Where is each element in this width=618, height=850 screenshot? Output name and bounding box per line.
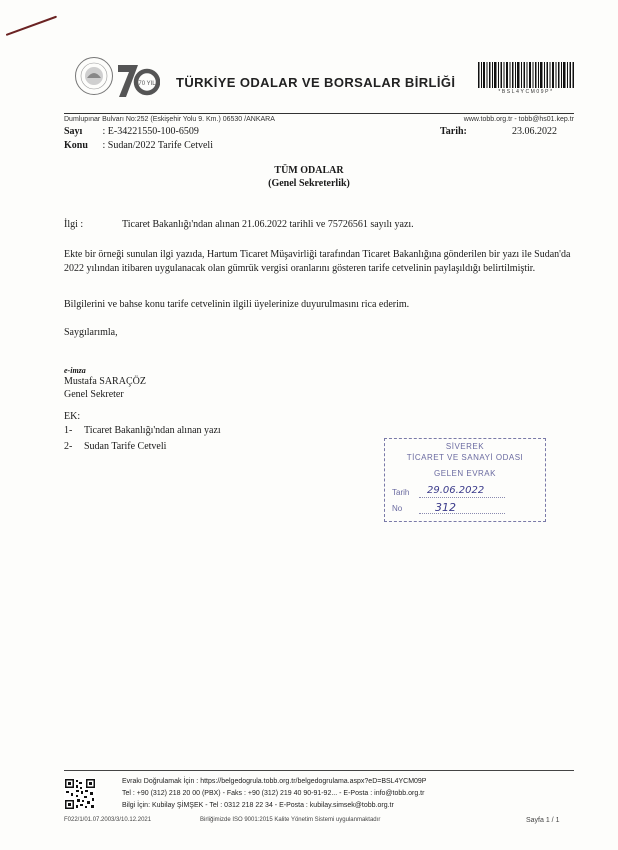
signer-name: Mustafa SARAÇÖZ bbox=[64, 376, 146, 387]
stamp-date-line bbox=[419, 497, 505, 498]
ilgi-label: İlgi : bbox=[64, 219, 84, 230]
header-divider bbox=[64, 113, 574, 114]
stamp-number-label: No bbox=[392, 504, 403, 513]
body-paragraph-2: Bilgilerini ve bahse konu tarife cetvelinin ilgili üyelerinize duyurulmasını rica ederim. bbox=[64, 299, 410, 310]
attachments-label: EK: bbox=[64, 411, 81, 422]
attachment-item bbox=[64, 441, 166, 452]
attachment-text: Ticaret Bakanlığı'ndan alınan yazı bbox=[84, 425, 221, 436]
e-imza-mark: e-imza bbox=[64, 366, 86, 375]
form-code: F022/1/01.07.2003/3/10.12.2021 bbox=[64, 817, 152, 823]
address: Dumlupınar Bulvarı No:252 (Eskişehir Yolu 9. Km.) 06530 /ANKARA bbox=[64, 116, 275, 123]
stamp-date-handwritten: 29.06.2022 bbox=[427, 485, 485, 496]
konu-value: : Sudan/2022 Tarife Cetveli bbox=[102, 140, 213, 151]
ilgi-text: Ticaret Bakanlığı'ndan alınan 21.06.2022 tarihli ve 75726561 sayılı yazı. bbox=[122, 219, 414, 230]
greeting: Saygılarımla, bbox=[64, 327, 118, 338]
iso-notice: Birliğimizde ISO 9001:2015 Kalite Yönetim Sistemi uygulanmaktadır bbox=[200, 817, 381, 823]
svg-text:70 YIL: 70 YIL bbox=[138, 81, 156, 87]
stamp-date-label: Tarih bbox=[392, 488, 410, 497]
sayi-row bbox=[64, 126, 199, 137]
contact-info: Tel : +90 (312) 218 20 00 (PBX) - Faks : +90 (312) 219 40 90-91-92... - E-Posta : info@tobb.org.tr bbox=[122, 790, 425, 797]
body-paragraph-1: Ekte bir örneği sunulan ilgi yazıda, Hartum Ticaret Müşavirliği tarafından Ticaret Bakanlığına gönderilen bir yazı ile Sudan'da 2022 yılından itibaren uygulanacak olan gümrük vergisi oranlarını gösteren tarife cetvelinin paylaşıldığı belirtilmiştir. bbox=[64, 249, 571, 274]
tarih-label: Tarih: bbox=[440, 126, 467, 137]
stamp-city: SİVEREK bbox=[445, 442, 485, 451]
stamp-number-handwritten: 312 bbox=[435, 501, 456, 514]
attachment-number: 2- bbox=[64, 441, 73, 452]
sayi-value: : E-34221550-100-6509 bbox=[102, 126, 199, 137]
sayi-label: Sayı bbox=[64, 126, 83, 137]
pen-mark bbox=[6, 16, 57, 36]
recipient-subline: (Genel Sekreterlik) bbox=[268, 178, 350, 189]
konu-label: Konu bbox=[64, 140, 88, 151]
70-year-logo bbox=[116, 62, 160, 100]
ilgi-row bbox=[64, 218, 574, 232]
footer-divider bbox=[64, 770, 574, 771]
responsible-contact: Bilgi İçin: Kubilay ŞİMŞEK - Tel : 0312 218 22 34 - E-Posta : kubilay.simsek@tobb.org.tr bbox=[122, 802, 394, 809]
stamp-chamber: TİCARET VE SANAYİ ODASI bbox=[406, 453, 524, 462]
barcode-text: *BSL4YCM09P* bbox=[498, 89, 554, 95]
stamp-number-line bbox=[419, 513, 505, 514]
verification-link: Evrakı Doğrulamak İçin : https://belgedogrula.tobb.org.tr/belgedogrulama.aspx?eD=BSL4YCM09P bbox=[122, 778, 427, 785]
stamp-title: GELEN EVRAK bbox=[434, 469, 496, 478]
document-barcode bbox=[478, 62, 574, 88]
signer-title: Genel Sekreter bbox=[64, 389, 124, 400]
qr-code bbox=[64, 778, 96, 810]
konu-row bbox=[64, 140, 213, 151]
web-kep-address: www.tobb.org.tr - tobb@hs01.kep.tr bbox=[463, 116, 574, 123]
attachment-text: Sudan Tarife Cetveli bbox=[84, 441, 167, 452]
attachment-number: 1- bbox=[64, 425, 73, 436]
incoming-document-stamp bbox=[384, 438, 546, 522]
attachment-item bbox=[64, 425, 221, 436]
tarih-value: 23.06.2022 bbox=[512, 126, 557, 137]
recipient-line: TÜM ODALAR bbox=[274, 165, 344, 176]
organization-title: TÜRKİYE ODALAR VE BORSALAR BİRLİĞİ bbox=[176, 75, 456, 90]
page-number: Sayfa 1 / 1 bbox=[526, 817, 560, 824]
tobb-seal-logo bbox=[74, 56, 114, 96]
